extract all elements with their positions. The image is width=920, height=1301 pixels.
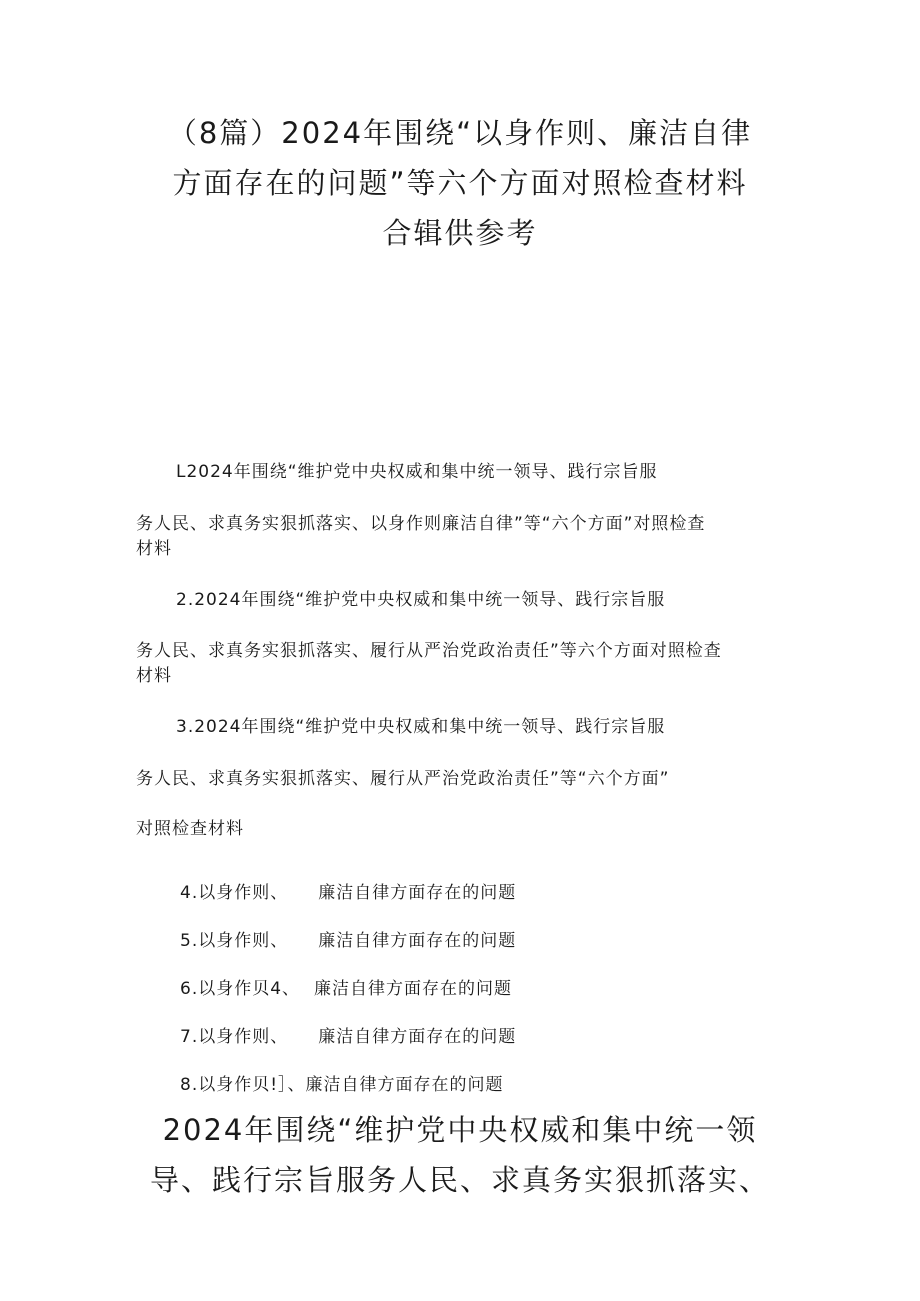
toc-item-1-line-2: 务人民、求真务实狠抓落实、以身作则廉洁自律”等“六个方面”对照检查 — [136, 514, 706, 534]
toc-item-1-line-3: 材料 — [136, 539, 172, 559]
toc-item-5-prefix: 5.以身作则、 — [180, 931, 289, 951]
toc-item-8 — [180, 1073, 504, 1097]
toc-item-3-line-3: 对照检查材料 — [136, 819, 244, 839]
toc-item-6 — [180, 977, 512, 1001]
toc-item-1-line-1: L2024年围绕“维护党中央权威和集中统一领导、践行宗旨服 — [176, 462, 658, 482]
toc-item-3-line-1: 3.2024年围绕“维护党中央权威和集中统一领导、践行宗旨服 — [176, 717, 666, 737]
toc-item-7-suffix: 廉洁自律方面存在的问题 — [318, 1027, 517, 1047]
section-heading-line-2: 导、践行宗旨服务人民、求真务实狠抓落实、 — [149, 1163, 770, 1197]
toc-item-7 — [180, 1025, 516, 1049]
toc-item-6-prefix: 6.以身作贝4、 — [180, 979, 301, 999]
toc-item-8-prefix: 8.以身作贝!］、 — [180, 1075, 306, 1095]
title-line-1: （8篇）2024年围绕“以身作则、廉洁自律 — [167, 116, 753, 150]
section-heading-line-1: 2024年围绕“维护党中央权威和集中统一领 — [162, 1113, 758, 1147]
toc-item-6-suffix: 廉洁自律方面存在的问题 — [314, 979, 513, 999]
toc-item-2-line-1: 2.2024年围绕“维护党中央权威和集中统一领导、践行宗旨服 — [176, 590, 666, 610]
title-line-2: 方面存在的问题”等六个方面对照检查材料 — [172, 166, 748, 200]
toc-item-8-suffix: 廉洁自律方面存在的问题 — [305, 1075, 504, 1095]
section-heading — [60, 1105, 860, 1205]
toc-item-2-line-3: 材料 — [136, 666, 172, 686]
toc-item-4-prefix: 4.以身作则、 — [180, 883, 289, 903]
toc-item-5-suffix: 廉洁自律方面存在的问题 — [318, 931, 517, 951]
document-title — [60, 108, 860, 258]
toc-item-4-suffix: 廉洁自律方面存在的问题 — [318, 883, 517, 903]
toc-item-2-line-2: 务人民、求真务实狠抓落实、履行从严治党政治责任”等六个方面对照检查 — [136, 641, 722, 661]
toc-item-7-prefix: 7.以身作则、 — [180, 1027, 289, 1047]
title-line-3: 合辑供参考 — [382, 216, 538, 250]
toc-item-4 — [180, 881, 516, 905]
toc-item-5 — [180, 929, 516, 953]
toc-item-3-line-2: 务人民、求真务实狠抓落实、履行从严治党政治责任”等“六个方面” — [136, 769, 670, 789]
